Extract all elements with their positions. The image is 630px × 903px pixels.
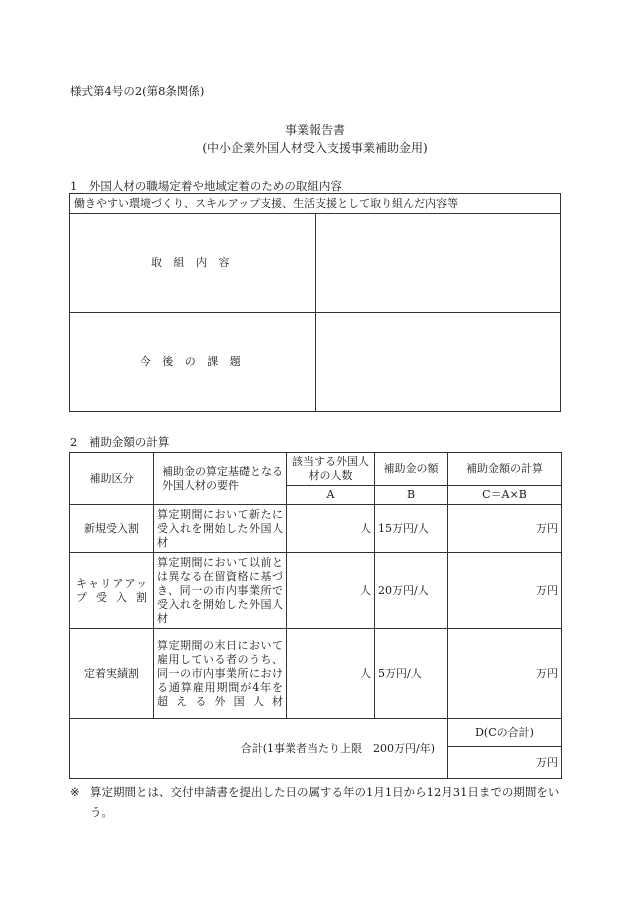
header-calc: 補助金額の計算 (448, 453, 562, 486)
table-row (70, 505, 562, 553)
row-count-input[interactable]: 人 (287, 553, 375, 629)
footnote (70, 782, 560, 822)
row-amount: 15万円/人 (375, 505, 448, 553)
subsidy-calc-table (69, 452, 562, 779)
total-d-label: D(Cの合計) (448, 719, 562, 747)
row-count-input[interactable]: 人 (287, 629, 375, 719)
activities-table (69, 193, 561, 412)
header-requirement: 補助金の算定基礎となる外国人材の要件 (154, 453, 287, 505)
activities-table-header: 働きやすい環境づくり、スキルアップ支援、生活支援として取り組んだ内容等 (70, 194, 561, 214)
row-calc-input[interactable]: 万円 (448, 505, 562, 553)
row-category: キャリアアップ受入割 (70, 553, 154, 629)
future-issues-input-area[interactable] (315, 313, 561, 412)
table-row (70, 553, 562, 629)
total-input[interactable]: 万円 (448, 747, 562, 779)
row-category: 定着実績割 (70, 629, 154, 719)
header-amount: 補助金の額 (375, 453, 448, 486)
row-calc-input[interactable]: 万円 (448, 629, 562, 719)
total-label: 合計(1事業者当たり上限 200万円/年) (70, 719, 448, 779)
header-count: 該当する外国人材の人数 (287, 453, 375, 486)
form-number: 様式第4号の2(第8条関係) (70, 84, 205, 98)
row-requirement: 算定期間において以前とは異なる在留資格に基づき、同一の市内事業所で受入れを開始した外国人材 (154, 553, 287, 629)
header-col-b: B (375, 486, 448, 505)
header-col-a: A (287, 486, 375, 505)
activities-label: 取 組 内 容 (70, 214, 316, 313)
footnote-text: 算定期間とは、交付申請書を提出した日の属する年の1月1日から12月31日までの期間をいう。 (90, 785, 560, 819)
document-subtitle: (中小企業外国人材受入支援事業補助金用) (202, 141, 428, 155)
row-category: 新規受入割 (70, 505, 154, 553)
header-col-c: C＝A×B (448, 486, 562, 505)
table-row (70, 629, 562, 719)
row-amount: 5万円/人 (375, 629, 448, 719)
document-title: 事業報告書 (284, 123, 345, 137)
header-category: 補助区分 (70, 453, 154, 505)
row-requirement: 算定期間の末日において雇用している者のうち、同一の市内事業所における通算雇用期間が4年を超える外国人材 (154, 629, 287, 719)
section1-heading: 1 外国人材の職場定着や地域定着のための取組内容 (70, 179, 342, 193)
section2-heading: 2 補助金額の計算 (70, 435, 170, 449)
row-calc-input[interactable]: 万円 (448, 553, 562, 629)
row-count-input[interactable]: 人 (287, 505, 375, 553)
activities-input-area[interactable] (315, 214, 561, 313)
row-requirement: 算定期間において新たに受入れを開始した外国人材 (154, 505, 287, 553)
future-issues-label: 今 後 の 課 題 (70, 313, 316, 412)
table-row (70, 214, 561, 313)
table-row (70, 313, 561, 412)
row-amount: 20万円/人 (375, 553, 448, 629)
footnote-mark: ※ (70, 785, 80, 799)
